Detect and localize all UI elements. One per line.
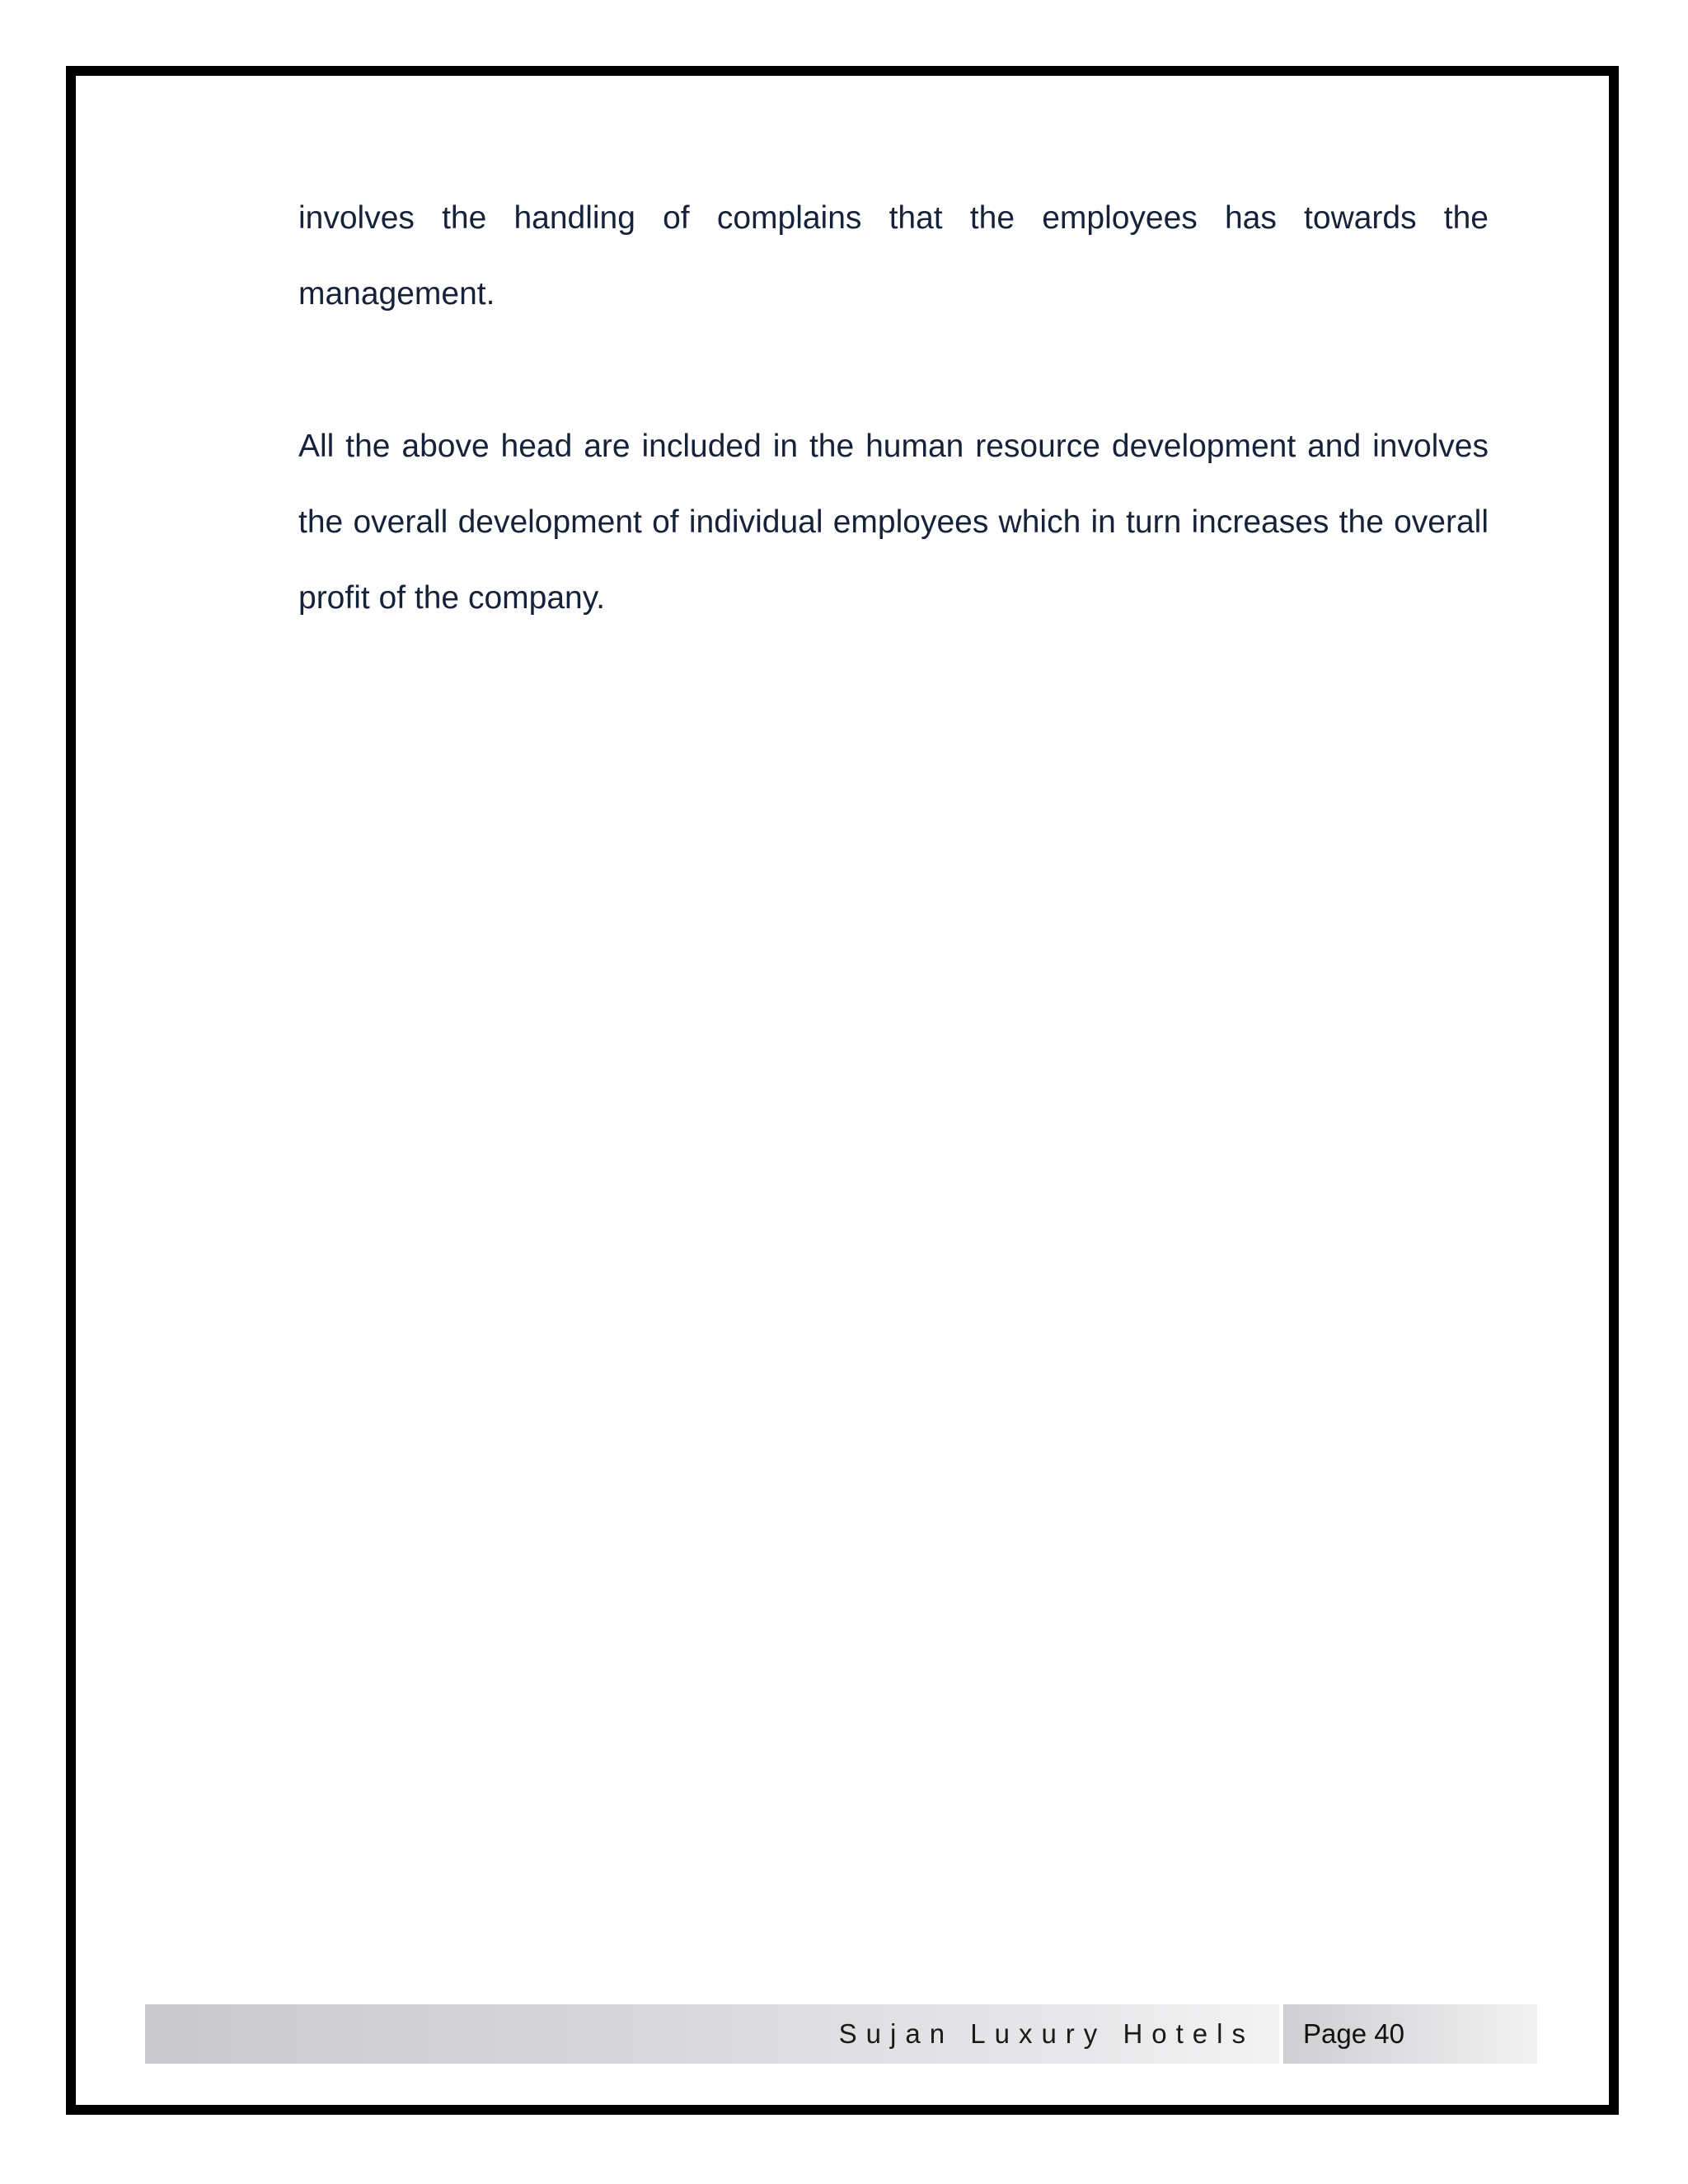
- page-border: [66, 66, 1619, 2115]
- footer-title: Sujan Luxury Hotels: [838, 2018, 1254, 2049]
- body-paragraph-1: involves the handling of complains that the employees has towards the management.: [298, 200, 1489, 312]
- footer-bar: [145, 2004, 1279, 2064]
- body-paragraph-2: All the above head are included in the human resource development and involves the overall development of individual employees which in turn increases the overall profit of the company.: [298, 429, 1489, 616]
- page-number: Page 40: [1283, 2004, 1537, 2064]
